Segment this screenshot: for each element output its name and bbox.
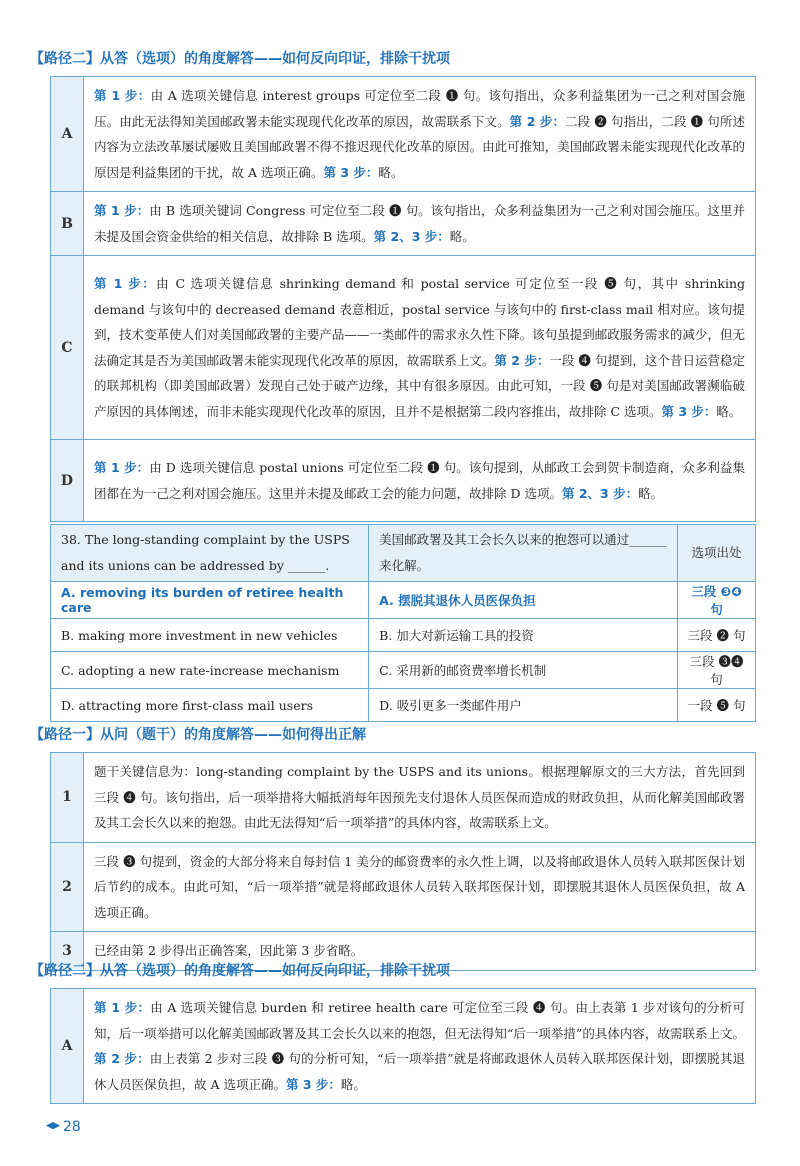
analysis-text: 由上表第 2 步对三段 ❸ 句的分析可知，“后一项举措”就是将邮政退休人员转入联邦医保计划，即摆脱其退休人员医保负担，故 A 选项正确。 bbox=[94, 1051, 745, 1092]
step-label: 第 3 步： bbox=[661, 403, 717, 419]
section-title-path-one: 【路径一】从问（题干）的角度解答——如何得出正解 bbox=[30, 727, 366, 743]
option-analysis bbox=[84, 440, 756, 522]
step-text: 已经由第 2 步得出正确答案，因此第 3 步省略。 bbox=[84, 932, 756, 971]
answer-option-row bbox=[51, 652, 756, 689]
option-letter: A bbox=[51, 77, 84, 192]
graduation-cap-icon bbox=[46, 1122, 60, 1131]
step-number: 1 bbox=[51, 753, 84, 843]
question-stem-en: 38. The long-standing complaint by the USPS and its unions can be addressed by ______. bbox=[51, 525, 369, 582]
question-stem-cn: 美国邮政署及其工会长久以来的抱怨可以通过______来化解。 bbox=[369, 525, 678, 582]
option-letter: B bbox=[51, 192, 84, 256]
option-letter: C bbox=[51, 256, 84, 440]
analysis-text: 略。 bbox=[638, 485, 664, 501]
option-source: 三段 ❸❹ 句 bbox=[677, 582, 755, 619]
option-row-a bbox=[51, 989, 756, 1104]
source-header: 选项出处 bbox=[677, 525, 755, 582]
option-cn: D. 吸引更多一类邮件用户 bbox=[369, 689, 678, 722]
analysis-text: 由 D 选项关键信息 postal unions 可定位至二段 ❶ 句。该句提到，从邮政工会到贺卡制造商，众多利益集团都在为一己之利对国会施压。这里并未提及邮政工会的能力问题，故排除 D 选项。 bbox=[94, 460, 745, 501]
analysis-text: 由 A 选项关键信息 interest groups 可定位至二段 ❶ 句。该句指出，众多利益集团为一己之利对国会施压。由此无法得知美国邮政署未能实现现代化改革的原因，故需联系下文。 bbox=[94, 88, 745, 129]
option-analysis bbox=[84, 77, 756, 192]
step-number: 3 bbox=[51, 932, 84, 971]
step-text: 题干关键信息为：long-standing complaint by the USPS and its unions。根据理解原文的三大方法，首先回到三段 ❹ 句。该句指出，后一项举措将大幅抵消每年因预先支付退休人员医保而造成的财政负担，从而化解美国邮政署及其工会长久以来的抱怨。由此无法得知“后一项举措”的具体内容，故需联系上文。 bbox=[84, 753, 756, 843]
question-header-row bbox=[51, 525, 756, 582]
step-label: 第 2、3 步： bbox=[561, 485, 639, 501]
answer-option-row bbox=[51, 619, 756, 652]
option-analysis-table bbox=[50, 76, 756, 522]
step-label: 第 2 步： bbox=[494, 352, 550, 368]
option-en: D. attracting more first-class mail users bbox=[51, 689, 369, 722]
option-source: 三段 ❸❹ 句 bbox=[677, 652, 755, 689]
step-label: 第 3 步： bbox=[323, 164, 379, 180]
step-label: 第 1 步： bbox=[94, 88, 151, 103]
option-en: B. making more investment in new vehicles bbox=[51, 619, 369, 652]
option-analysis bbox=[84, 989, 756, 1104]
analysis-text: 略。 bbox=[716, 403, 742, 419]
step-label: 第 1 步： bbox=[94, 1000, 151, 1015]
analysis-text: 由 B 选项关键词 Congress 可定位至二段 ❶ 句。该句指出，众多利益集团为一己之利对国会施压。这里并未提及国会资金供给的相关信息，故排除 B 选项。 bbox=[94, 203, 746, 244]
analysis-text: 二段 ❷ 句指出，二段 ❶ 句所述内容为立法改革屡试屡败且美国邮政署不得不推迟现代化改革的原因。由此可推知，美国邮政署未能实现现代化改革的原因是利益集团的干扰，故 A 选项正确。 bbox=[94, 113, 745, 180]
step-row bbox=[51, 842, 756, 932]
step-label: 第 2、3 步： bbox=[373, 228, 450, 244]
option-letter: D bbox=[51, 440, 84, 522]
question-table bbox=[50, 524, 756, 722]
step-row bbox=[51, 753, 756, 843]
option-analysis bbox=[84, 256, 756, 440]
option-source: 一段 ❺ 句 bbox=[677, 689, 755, 722]
option-en: A. removing its burden of retiree health care bbox=[51, 582, 369, 619]
option-cn: C. 采用新的邮资费率增长机制 bbox=[369, 652, 678, 689]
option-cn: B. 加大对新运输工具的投资 bbox=[369, 619, 678, 652]
page-footer bbox=[46, 1119, 81, 1135]
analysis-text: 略。 bbox=[449, 228, 475, 244]
option-cn: A. 摆脱其退休人员医保负担 bbox=[369, 582, 678, 619]
option-letter: A bbox=[51, 989, 84, 1104]
option-row-d bbox=[51, 440, 756, 522]
option-analysis bbox=[84, 192, 756, 256]
section-title-path-two-b: 【路径二】从答（选项）的角度解答——如何反向印证，排除干扰项 bbox=[30, 963, 450, 979]
step-label: 第 1 步： bbox=[94, 203, 150, 218]
analysis-text: 一段 ❹ 句提到，这个昔日运营稳定的联邦机构（即美国邮政署）发现自己处于破产边缘，其中有很多原因。由此可知，一段 ❺ 句是对美国邮政署濒临破产原因的具体阐述，而非未能实现现代化改革的原因，且并不是根据第二段内容推出，故排除 C 选项。 bbox=[94, 352, 745, 419]
step-label: 第 1 步： bbox=[94, 276, 157, 291]
analysis-text: 由 C 选项关键信息 shrinking demand 和 postal service 可定位至一段 ❺ 句，其中 shrinking demand 与该句中的 decreased demand 表意相近，postal service 与该句中的 first-class mail 相对应。该句提到，技术变革使人们对美国邮政署的主要产品——一类邮件的需求永久性下降。该句虽提到邮政服务需求的减少，但无法确定其是否为美国邮政署未能实现现代化改革的原因，故需联系上文。 bbox=[94, 276, 745, 368]
step-label: 第 2 步： bbox=[509, 113, 566, 129]
section-title-path-two: 【路径二】从答（选项）的角度解答——如何反向印证，排除干扰项 bbox=[30, 51, 450, 67]
option-analysis-table-2 bbox=[50, 988, 756, 1104]
analysis-text: 略。 bbox=[340, 1076, 366, 1092]
option-source: 三段 ❷ 句 bbox=[677, 619, 755, 652]
step-label: 第 2 步： bbox=[94, 1051, 150, 1066]
step-label: 第 3 步： bbox=[285, 1076, 341, 1092]
page-number: 28 bbox=[63, 1119, 81, 1135]
option-row-a bbox=[51, 77, 756, 192]
answer-option-row bbox=[51, 689, 756, 722]
path-one-table bbox=[50, 752, 756, 971]
analysis-text: 略。 bbox=[378, 164, 404, 180]
step-label: 第 1 步： bbox=[94, 460, 150, 475]
option-row-c bbox=[51, 256, 756, 440]
step-number: 2 bbox=[51, 842, 84, 932]
step-text: 三段 ❸ 句提到，资金的大部分将来自每封信 1 美分的邮资费率的永久性上调，以及将邮政退休人员转入联邦医保计划后节约的成本。由此可知，“后一项举措”就是将邮政退休人员转入联邦医保计划，即摆脱其退休人员医保负担，故 A 选项正确。 bbox=[84, 842, 756, 932]
option-row-b bbox=[51, 192, 756, 256]
analysis-text: 由 A 选项关键信息 burden 和 retiree health care 可定位至三段 ❹ 句。由上表第 1 步对该句的分析可知，后一项举措可以化解美国邮政署及其工会长久以来的抱怨，但无法得知“后一项举措”的具体内容，故需联系上文。 bbox=[94, 1000, 745, 1041]
answer-option-row bbox=[51, 582, 756, 619]
option-en: C. adopting a new rate-increase mechanism bbox=[51, 652, 369, 689]
